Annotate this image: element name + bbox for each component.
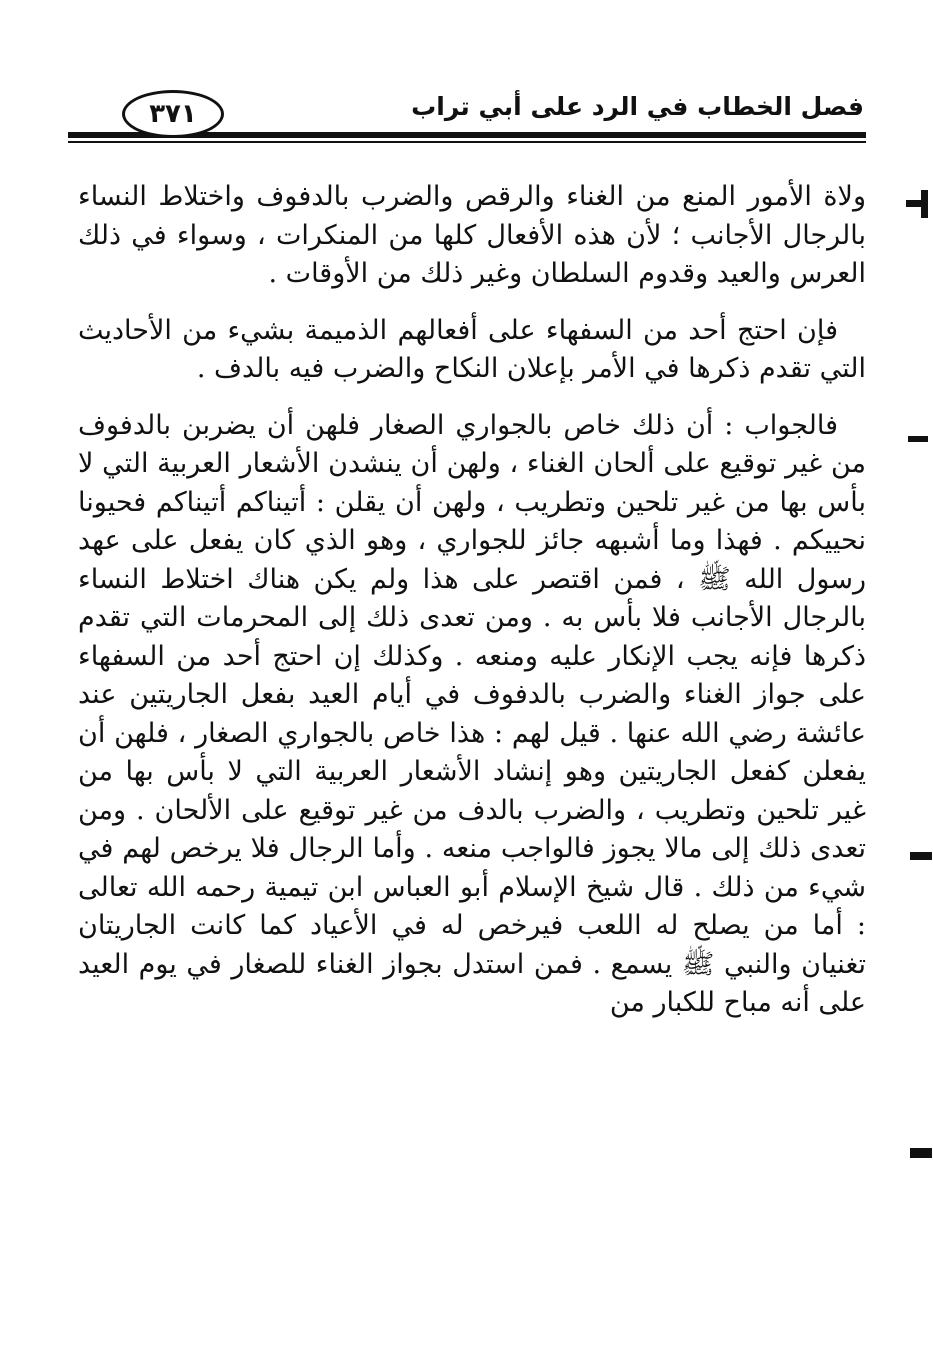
page-header (68, 78, 866, 148)
margin-mark (921, 190, 928, 218)
margin-mark (910, 852, 932, 860)
page-number: ٣٧١ (122, 90, 224, 138)
margin-mark (910, 1148, 932, 1158)
paragraph-3: فالجواب : أن ذلك خاص بالجواري الصغار فلهن أن يضربن بالدفوف من غير توقيع على ألحان الغناء ، ولهن أن ينشدن الأشعار العربية التي لا بأس بها من غير تلحين وتطريب ، ولهن أن يقلن : أتيناكم أتيناكم فحيونا نحييكم . فهذا وما أشبهه جائز للجواري ، وهو الذي كان يفعل على عهد رسول الله ﷺ ، فمن اقتصر على هذا ولم يكن هناك اختلاط النساء بالرجال الأجانب فلا بأس به . ومن تعدى ذلك إلى المحرمات التي تقدم ذكرها فإنه يجب الإنكار عليه ومنعه . وكذلك إن احتج أحد من السفهاء على جواز الغناء والضرب بالدفوف في أيام العيد بفعل الجاريتين عند عائشة رضي الله عنها . قيل لهم : هذا خاص بالجواري الصغار ، فلهن أن يفعلن كفعل الجاريتين وهو إنشاد الأشعار العربية التي لا بأس بها من غير تلحين وتطريب ، والضرب بالدف من غير توقيع على الألحان . ومن تعدى ذلك إلى مالا يجوز فالواجب منعه . وأما الرجال فلا يرخص لهم في شيء من ذلك . قال شيخ الإسلام أبو العباس ابن تيمية رحمه الله تعالى : أما من يصلح له اللعب فيرخص له في الأعياد كما كانت الجاريتان تغنيان والنبي ﷺ يسمع . فمن استدل بجواز الغناء للصغار في يوم العيد على أنه مباح للكبار من (78, 409, 866, 1018)
running-title: فصل الخطاب في الرد على أبي تراب (411, 92, 864, 121)
margin-mark (908, 436, 928, 442)
body-text (78, 178, 866, 1041)
header-rule-thin (68, 141, 866, 143)
paragraph-1: ولاة الأمور المنع من الغناء والرقص والضرب بالدفوف واختلاط النساء بالرجال الأجانب ؛ لأن هذه الأفعال كلها من المنكرات ، وسواء في ذلك العرس والعيد وقدوم السلطان وغير ذلك من الأوقات . (78, 181, 866, 289)
paragraph-2: فإن احتج أحد من السفهاء على أفعالهم الذميمة بشيء من الأحاديث التي تقدم ذكرها في الأمر بإعلان النكاح والضرب فيه بالدف . (78, 314, 866, 384)
